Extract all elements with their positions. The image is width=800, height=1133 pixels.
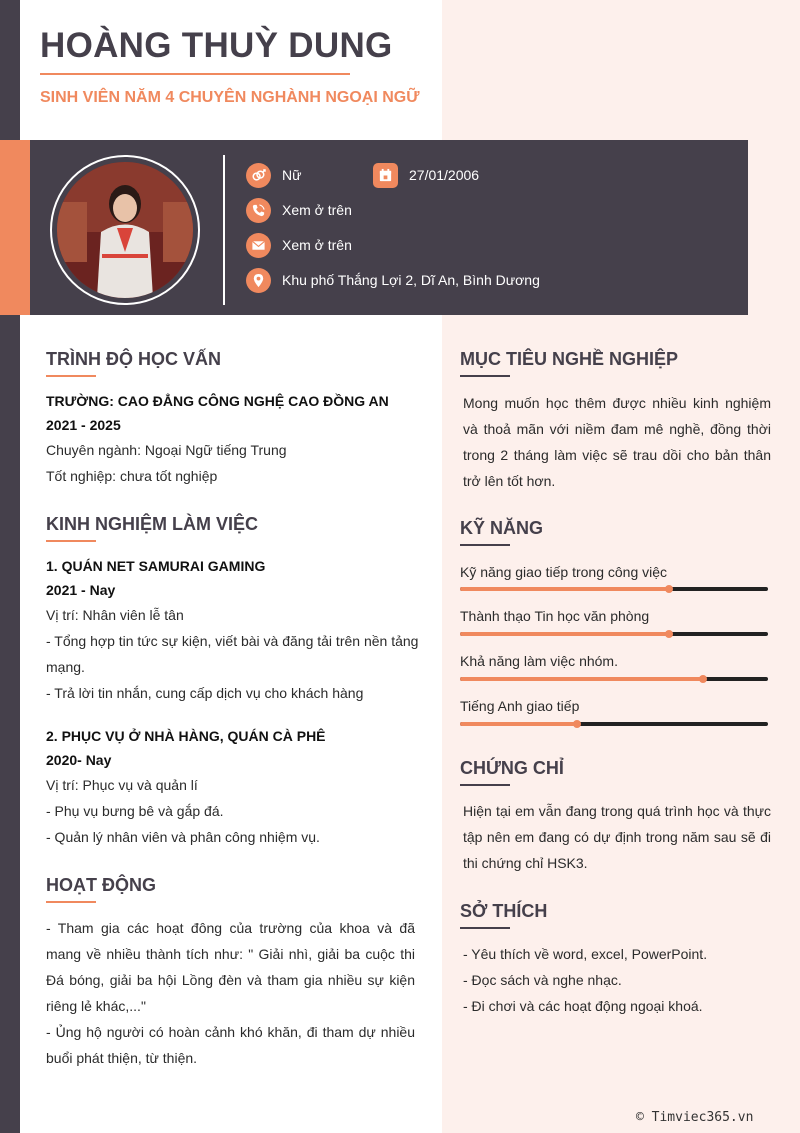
education-years: 2021 - 2025 [46, 417, 121, 433]
job-1-duty-1-cont: mạng. [46, 659, 85, 675]
phone-icon [246, 198, 271, 223]
banner-accent [0, 140, 30, 315]
hobbies-title-underline [460, 927, 510, 929]
job-1-period: 2021 - Nay [46, 582, 116, 598]
skill-4-knob [573, 720, 581, 728]
email-row [246, 232, 352, 258]
hobbies-title: SỞ THÍCH [460, 901, 548, 921]
certificates-title-underline [460, 784, 510, 786]
birthdate-row [373, 162, 479, 188]
education-title: TRÌNH ĐỘ HỌC VẤN [46, 349, 221, 369]
skills-title: KỸ NĂNG [460, 518, 544, 538]
job-2-position: Vị trí: Phục vụ và quản lí [46, 777, 198, 793]
skill-2-fill [460, 632, 669, 636]
email-value: Xem ở trên [282, 237, 352, 253]
email-icon [246, 233, 271, 258]
avatar [57, 162, 193, 298]
skill-4-bar [460, 722, 768, 726]
phone-row [246, 197, 352, 223]
certificates-title: CHỨNG CHỈ [460, 758, 564, 778]
education-major: Chuyên ngành: Ngoại Ngữ tiếng Trung [46, 442, 287, 458]
job-1-position: Vị trí: Nhân viên lễ tân [46, 607, 184, 623]
birthdate-value: 27/01/2006 [409, 167, 480, 183]
activities-title: HOẠT ĐỘNG [46, 875, 156, 895]
skill-1-bar [460, 587, 768, 591]
address-row [246, 267, 540, 293]
location-pin-icon [246, 268, 271, 293]
phone-value: Xem ở trên [282, 202, 352, 218]
skill-4-label: Tiếng Anh giao tiếp [460, 698, 580, 714]
job-1-duty-2: - Trả lời tin nhắn, cung cấp dịch vụ cho khách hàng [46, 685, 364, 701]
skill-1-label: Kỹ năng giao tiếp trong công việc [460, 564, 668, 580]
hobby-1: - Yêu thích về word, excel, PowerPoint. [463, 946, 708, 962]
job-1-duty-1: - Tổng hợp tin tức sự kiện, viết bài và đăng tải trên nền tảng [46, 633, 419, 649]
job-2-duty-2: - Quản lý nhân viên và phân công nhiệm vụ. [46, 829, 320, 845]
skills-title-underline [460, 544, 510, 546]
banner-divider [223, 155, 225, 305]
skill-1-fill [460, 587, 669, 591]
experience-title: KINH NGHIỆM LÀM VIỆC [46, 514, 259, 534]
candidate-subtitle: SINH VIÊN NĂM 4 CHUYÊN NGHÀNH NGOẠI NGỮ [40, 89, 420, 106]
skill-2-label: Thành thạo Tin học văn phòng [460, 608, 650, 624]
objective-title-underline [460, 375, 510, 377]
objective-title: MỤC TIÊU NGHỀ NGHIỆP [460, 349, 679, 369]
skill-3-label: Khả năng làm việc nhóm. [460, 653, 618, 669]
gender-icon [246, 163, 271, 188]
name-underline [40, 73, 350, 75]
job-2-duty-1: - Phụ vụ bưng bê và gắp đá. [46, 803, 224, 819]
gender-row [246, 162, 301, 188]
objective-text: Mong muốn học thêm được nhiều kinh nghiệm và thoả mãn với niềm đam mê nghề, đồng thời trong 2 tháng làm việc sẽ trau dồi cho bản thân trở lên tốt hơn. [463, 395, 771, 489]
activities-text-1: - Tham gia các hoạt đông của trường của khoa và đã mang về nhiều thành tích như: " Giải nhì, giải ba cuộc thi Đá bóng, giải ba hội Lồng đèn và tham gia nhiều sự kiện riêng lẻ khác,..." [46, 920, 415, 1014]
experience-title-underline [46, 540, 96, 542]
education-graduation: Tốt nghiệp: chưa tốt nghiệp [46, 468, 218, 484]
education-school: TRƯỜNG: CAO ĐẲNG CÔNG NGHỆ CAO ĐỒNG AN [46, 393, 389, 409]
avatar-photo [57, 162, 193, 298]
gender-value: Nữ [282, 167, 302, 183]
certificates-text: Hiện tại em vẫn đang trong quá trình học và thực tập nên em đang có dự định trong năm sau sẽ đi thi chứng chỉ HSK3. [463, 803, 771, 871]
job-1-company: 1. QUÁN NET SAMURAI GAMING [46, 558, 266, 574]
skill-2-bar [460, 632, 768, 636]
skill-3-fill [460, 677, 703, 681]
job-2-period: 2020- Nay [46, 752, 112, 768]
activities-text-2: - Ủng hộ người có hoàn cảnh khó khăn, đi tham dự nhiều buổi phát thiện, từ thiện. [46, 1024, 415, 1066]
candidate-name: HOÀNG THUỲ DUNG [40, 26, 393, 65]
footer-copyright: © Timviec365.vn [636, 1110, 754, 1125]
calendar-icon [373, 163, 398, 188]
skill-3-bar [460, 677, 768, 681]
address-value: Khu phố Thắng Lợi 2, Dĩ An, Bình Dương [282, 272, 540, 288]
job-2-company: 2. PHỤC VỤ Ở NHÀ HÀNG, QUÁN CÀ PHÊ [46, 728, 326, 744]
hobby-2: - Đọc sách và nghe nhạc. [463, 972, 622, 988]
activities-title-underline [46, 901, 96, 903]
hobby-3: - Đi chơi và các hoạt động ngoại khoá. [463, 998, 703, 1014]
education-title-underline [46, 375, 96, 377]
skill-4-fill [460, 722, 577, 726]
